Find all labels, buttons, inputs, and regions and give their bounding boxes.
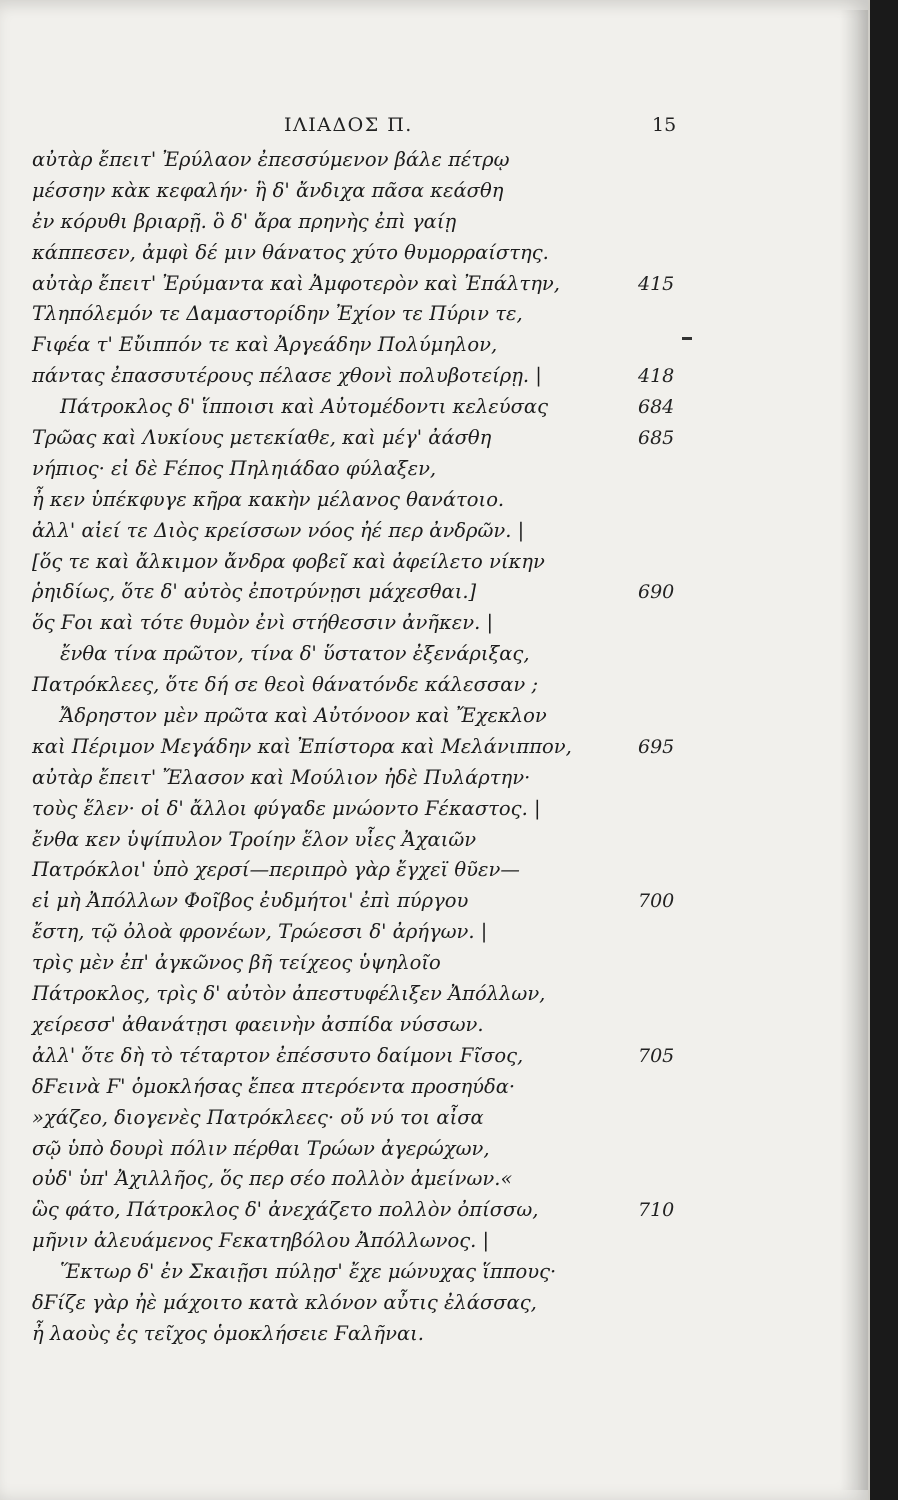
verse-text: Πατρόκλεες, ὅτε δή σε θεοὶ θάνατόνδε κάλεσσαν ; — [32, 673, 539, 697]
verse-line — [0, 701, 868, 732]
line-number: 415 — [638, 272, 675, 295]
verse-text: ὅς Ϝοι καὶ τότε θυμὸν ἐνὶ στήθεσσιν ἀνῆκεν. | — [32, 611, 494, 635]
verse-line — [0, 392, 868, 423]
verse-line — [0, 732, 868, 763]
verse-text: Πατρόκλοι' ὑπὸ χερσί—περιπρὸ γὰρ ἔγχεϊ θῦεν— — [32, 858, 520, 882]
line-number: 695 — [638, 735, 675, 758]
verse-text: αὐτὰρ ἔπειτ' Ἐρύλαον ἐπεσσύμενον βάλε πέτρῳ — [32, 148, 510, 171]
verse-text: Ἄδρηστον μὲν πρῶτα καὶ Αὐτόνοον καὶ Ἔχεκλον — [60, 704, 547, 728]
verse-text: ἔστη, τῷ ὀλοὰ φρονέων, Τρώεσσι δ' ἀρήγων. | — [32, 920, 488, 944]
verse-line — [0, 979, 868, 1010]
verse-text: Ϝιφέα τ' Εὔιππόν τε καὶ Ἀργεάδην Πολύμηλον, — [32, 333, 498, 357]
verse-line — [0, 886, 868, 917]
line-number: 710 — [638, 1199, 675, 1222]
verse-text: νήπιος· εἰ δὲ Ϝέπος Πηληιάδαο φύλαξεν, — [32, 456, 437, 480]
verse-line — [0, 1195, 868, 1226]
verse-text: Τληπόλεμόν τε Δαμαστορίδην Ἐχίον τε Πύριν τε, — [32, 302, 523, 326]
verse-text: Πάτροκλος δ' ἵπποισι καὶ Αὐτομέδοντι κελεύσας — [60, 395, 548, 419]
verse-text: ἦ κεν ὑπέκφυγε κῆρα κακὴν μέλανος θανάτοιο. — [32, 487, 505, 511]
line-number: 700 — [638, 890, 675, 913]
verse-text: Ἕκτωρ δ' ἐν Σκαιῇσι πύλῃσ' ἔχε μώνυχας ἵππους· — [60, 1260, 557, 1284]
verse-block — [0, 145, 868, 1350]
verse-text: ἀλλ' ὅτε δὴ τὸ τέταρτον ἐπέσσυτο δαίμονι Ϝῖσος, — [32, 1043, 524, 1067]
verse-text: εἰ μὴ Ἀπόλλων Φοῖβος ἐυδμήτοι' ἐπὶ πύργου — [32, 889, 469, 913]
verse-text: ῥηιδίως, ὅτε δ' αὐτὸς ἐποτρύνῃσι μάχεσθαι.] — [32, 580, 477, 604]
verse-text: μέσσην κὰκ κεφαλήν· ἣ δ' ἄνδιχα πᾶσα κεάσθη — [32, 178, 504, 202]
verse-text: δϜίζε γὰρ ἠὲ μάχοιτο κατὰ κλόνον αὖτις ἐλάσσας, — [32, 1290, 537, 1314]
verse-text: Πάτροκλος, τρὶς δ' αὐτὸν ἀπεστυφέλιξεν Ἀπόλλων, — [32, 982, 546, 1006]
verse-line — [0, 207, 868, 238]
verse-text: τοὺς ἕλεν· οἱ δ' ἄλλοι φύγαδε μνώοντο Ϝέκαστος. | — [32, 796, 541, 820]
verse-text: ἔνθα κεν ὑψίπυλον Τροίην ἕλον υἷες Ἀχαιῶν — [32, 827, 477, 851]
verse-line — [0, 547, 868, 578]
verse-text: ἔνθα τίνα πρῶτον, τίνα δ' ὕστατον ἐξενάριξας, — [60, 642, 530, 666]
verse-text: χείρεσσ' ἀθανάτῃσι φαεινὴν ἀσπίδα νύσσων. — [32, 1012, 484, 1036]
line-number: 418 — [638, 365, 675, 388]
verse-line — [0, 825, 868, 856]
line-number: 690 — [638, 581, 675, 604]
verse-line — [0, 516, 868, 547]
running-title: ΙΛΙΑΔΟΣ Π. — [284, 114, 413, 136]
verse-text: οὐδ' ὑπ' Ἀχιλλῆος, ὅς περ σέο πολλὸν ἀμείνων.« — [32, 1167, 513, 1191]
verse-line — [0, 639, 868, 670]
page-number: 15 — [652, 114, 677, 136]
verse-line — [0, 608, 868, 639]
line-number: 705 — [638, 1044, 675, 1067]
verse-line — [0, 1134, 868, 1165]
verse-text: αὐτὰρ ἔπειτ' Ἔλασον καὶ Μούλιον ἠδὲ Πυλάρτην· — [32, 765, 531, 789]
verse-line — [0, 1072, 868, 1103]
verse-line — [0, 269, 868, 300]
verse-line — [0, 855, 868, 886]
verse-line — [0, 1041, 868, 1072]
verse-line — [0, 454, 868, 485]
verse-line — [0, 361, 868, 392]
verse-line — [0, 948, 868, 979]
verse-text: κάππεσεν, ἀμφὶ δέ μιν θάνατος χύτο θυμορραίστης. — [32, 240, 549, 264]
verse-text: ὣς φάτο, Πάτροκλος δ' ἀνεχάζετο πολλὸν ὀπίσσω, — [32, 1198, 539, 1222]
verse-line — [0, 670, 868, 701]
verse-line — [0, 238, 868, 269]
verse-line — [0, 1226, 868, 1257]
verse-line — [0, 1288, 868, 1319]
verse-line — [0, 1257, 868, 1288]
verse-line — [0, 145, 868, 176]
verse-line — [0, 763, 868, 794]
verse-line — [0, 1010, 868, 1041]
verse-line — [0, 577, 868, 608]
verse-text: ἐν κόρυθι βριαρῇ. ὃ δ' ἄρα πρηνὴς ἐπὶ γαίῃ — [32, 209, 457, 233]
verse-text: μῆνιν ἀλευάμενος Ϝεκατηβόλου Ἀπόλλωνος. | — [32, 1229, 490, 1253]
verse-text: καὶ Πέριμον Μεγάδην καὶ Ἐπίστορα καὶ Μελάνιππον, — [32, 734, 572, 758]
verse-text: δϜεινὰ Ϝ' ὁμοκλήσας ἔπεα πτερόεντα προσηύδα· — [32, 1074, 516, 1098]
verse-text: »χάζεο, διογενὲς Πατρόκλεες· οὔ νύ τοι αἶσα — [32, 1105, 484, 1129]
verse-line — [0, 485, 868, 516]
verse-line — [0, 176, 868, 207]
verse-line — [0, 299, 868, 330]
verse-line — [0, 794, 868, 825]
verse-line — [0, 330, 868, 361]
verse-text: [ὅς τε καὶ ἄλκιμον ἄνδρα φοβεῖ καὶ ἀφείλετο νίκην — [32, 549, 545, 573]
verse-line — [0, 1319, 868, 1350]
verse-text: σῷ ὑπὸ δουρὶ πόλιν πέρθαι Τρώων ἀγερώχων, — [32, 1136, 490, 1160]
verse-text: ἀλλ' αἰεί τε Διὸς κρείσσων νόος ἠέ περ ἀνδρῶν. | — [32, 518, 525, 542]
verse-line — [0, 1103, 868, 1134]
verse-line — [0, 423, 868, 454]
verse-text: Τρῶας καὶ Λυκίους μετεκίαθε, καὶ μέγ' ἀάσθη — [32, 426, 492, 450]
verse-line — [0, 1164, 868, 1195]
verse-text: ἦ λαοὺς ἐς τεῖχος ὁμοκλήσειε Ϝαλῆναι. — [32, 1321, 424, 1345]
line-number: 684 — [638, 396, 675, 419]
verse-text: αὐτὰρ ἔπειτ' Ἐρύμαντα καὶ Ἀμφοτερὸν καὶ Ἐπάλτην, — [32, 271, 560, 295]
verse-line — [0, 917, 868, 948]
line-number: 685 — [638, 427, 675, 450]
verse-text: πάντας ἐπασσυτέρους πέλασε χθονὶ πολυβοτείρῃ. | — [32, 364, 542, 388]
verse-text: τρὶς μὲν ἐπ' ἀγκῶνος βῆ τείχεος ὑψηλοῖο — [32, 951, 441, 975]
